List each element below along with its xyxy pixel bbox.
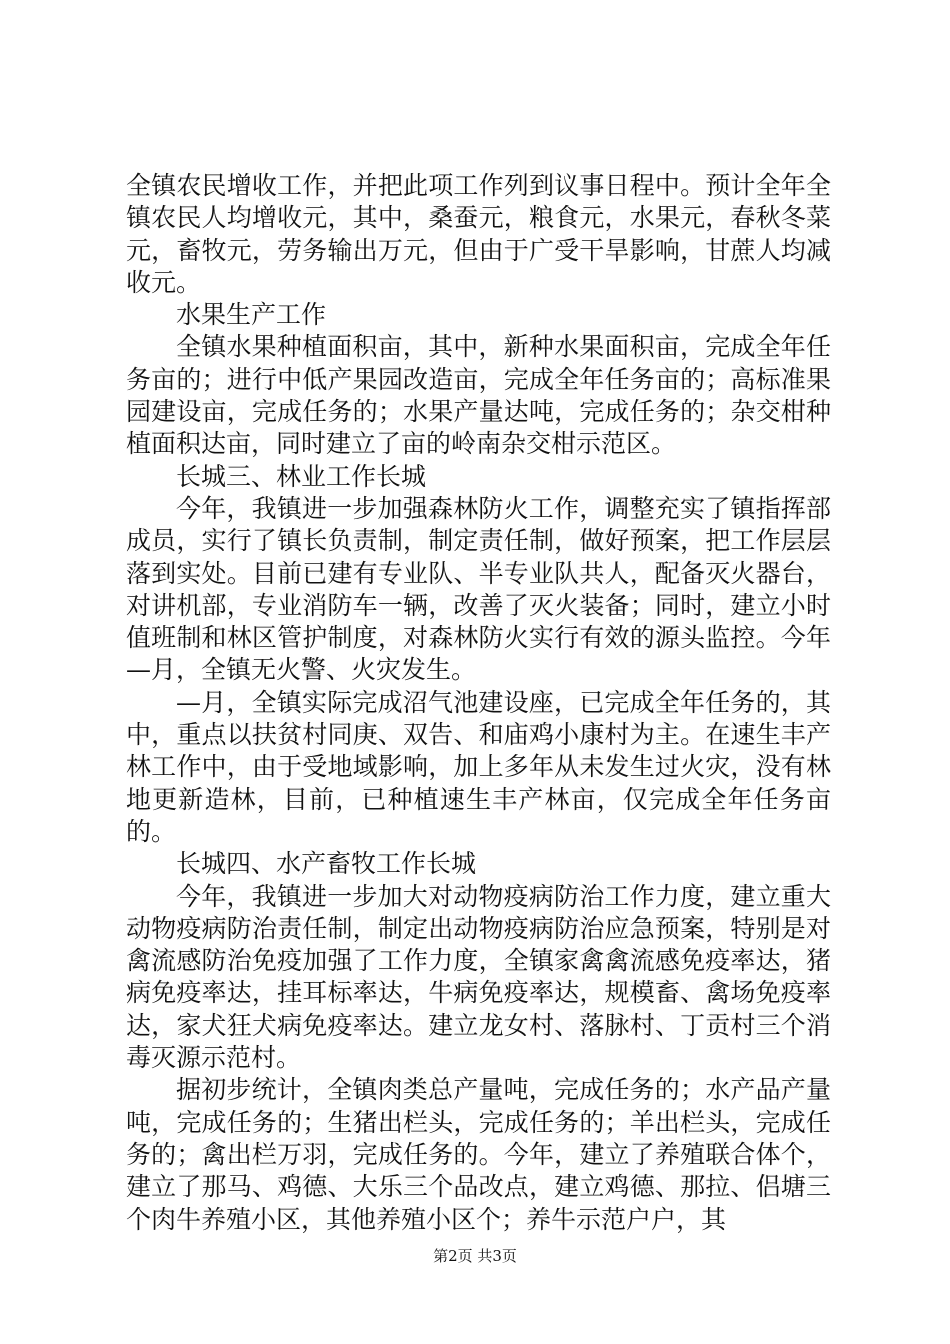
section-heading: 长城四、水产畜牧工作长城 bbox=[176, 849, 477, 879]
paragraph: 今年，我镇进一步加大对动物疫病防治工作力度，建立重大动物疫病防治责任制，制定出动物疫病防治应急预案，特别是对禽流感防治免疫加强了工作力度，全镇家禽禽流感免疫率达，猪病免疫率达，挂耳标率达，牛病免疫率达，规模畜、禽场免疫率达，家犬狂犬病免疫率达。建立龙女村、落脉村、丁贡村三个消毒灭源示范村。 bbox=[126, 881, 831, 1073]
paragraph: —月，全镇实际完成沼气池建设座，已完成全年任务的，其中，重点以扶贫村同庚、双告、和庙鸡小康村为主。在速生丰产林工作中，由于受地域影响，加上多年从未发生过火灾，没有林地更新造林，目前，已种植速生丰产林亩，仅完成全年任务亩的。 bbox=[126, 687, 831, 846]
document-body bbox=[126, 170, 831, 1236]
paragraph: 今年，我镇进一步加强森林防火工作，调整充实了镇指挥部成员，实行了镇长负责制，制定责任制，做好预案，把工作层层落到实处。目前已建有专业队、半专业队共人，配备灭火器台，对讲机部，专业消防车一辆，改善了灭火装备；同时，建立小时值班制和林区管护制度，对森林防火实行有效的源头监控。今年—月，全镇无火警、火灾发生。 bbox=[126, 493, 831, 685]
page-number-footer: 第2页 共3页 bbox=[433, 1247, 517, 1265]
paragraph: 全镇农民增收工作，并把此项工作列到议事日程中。预计全年全镇农民人均增收元，其中，桑蚕元，粮食元，水果元，春秋冬菜元，畜牧元，劳务输出万元，但由于广受干旱影响，甘蔗人均减收元。 bbox=[126, 171, 831, 297]
section-heading: 水果生产工作 bbox=[176, 300, 327, 330]
paragraph: 全镇水果种植面积亩，其中，新种水果面积亩，完成全年任务亩的；进行中低产果园改造亩，完成全年任务亩的；高标准果园建设亩，完成任务的；水果产量达吨，完成任务的；杂交柑种植面积达亩，同时建立了亩的岭南杂交柑示范区。 bbox=[126, 332, 831, 459]
section-heading: 长城三、林业工作长城 bbox=[176, 461, 427, 491]
paragraph: 据初步统计，全镇肉类总产量吨，完成任务的；水产品产量吨，完成任务的；生猪出栏头，完成任务的；羊出栏头，完成任务的；禽出栏万羽，完成任务的。今年，建立了养殖联合体个，建立了那马、鸡德、大乐三个品改点，建立鸡德、那拉、侣塘三个肉牛养殖小区，其他养殖小区个；养牛示范户户，其 bbox=[126, 1075, 831, 1234]
